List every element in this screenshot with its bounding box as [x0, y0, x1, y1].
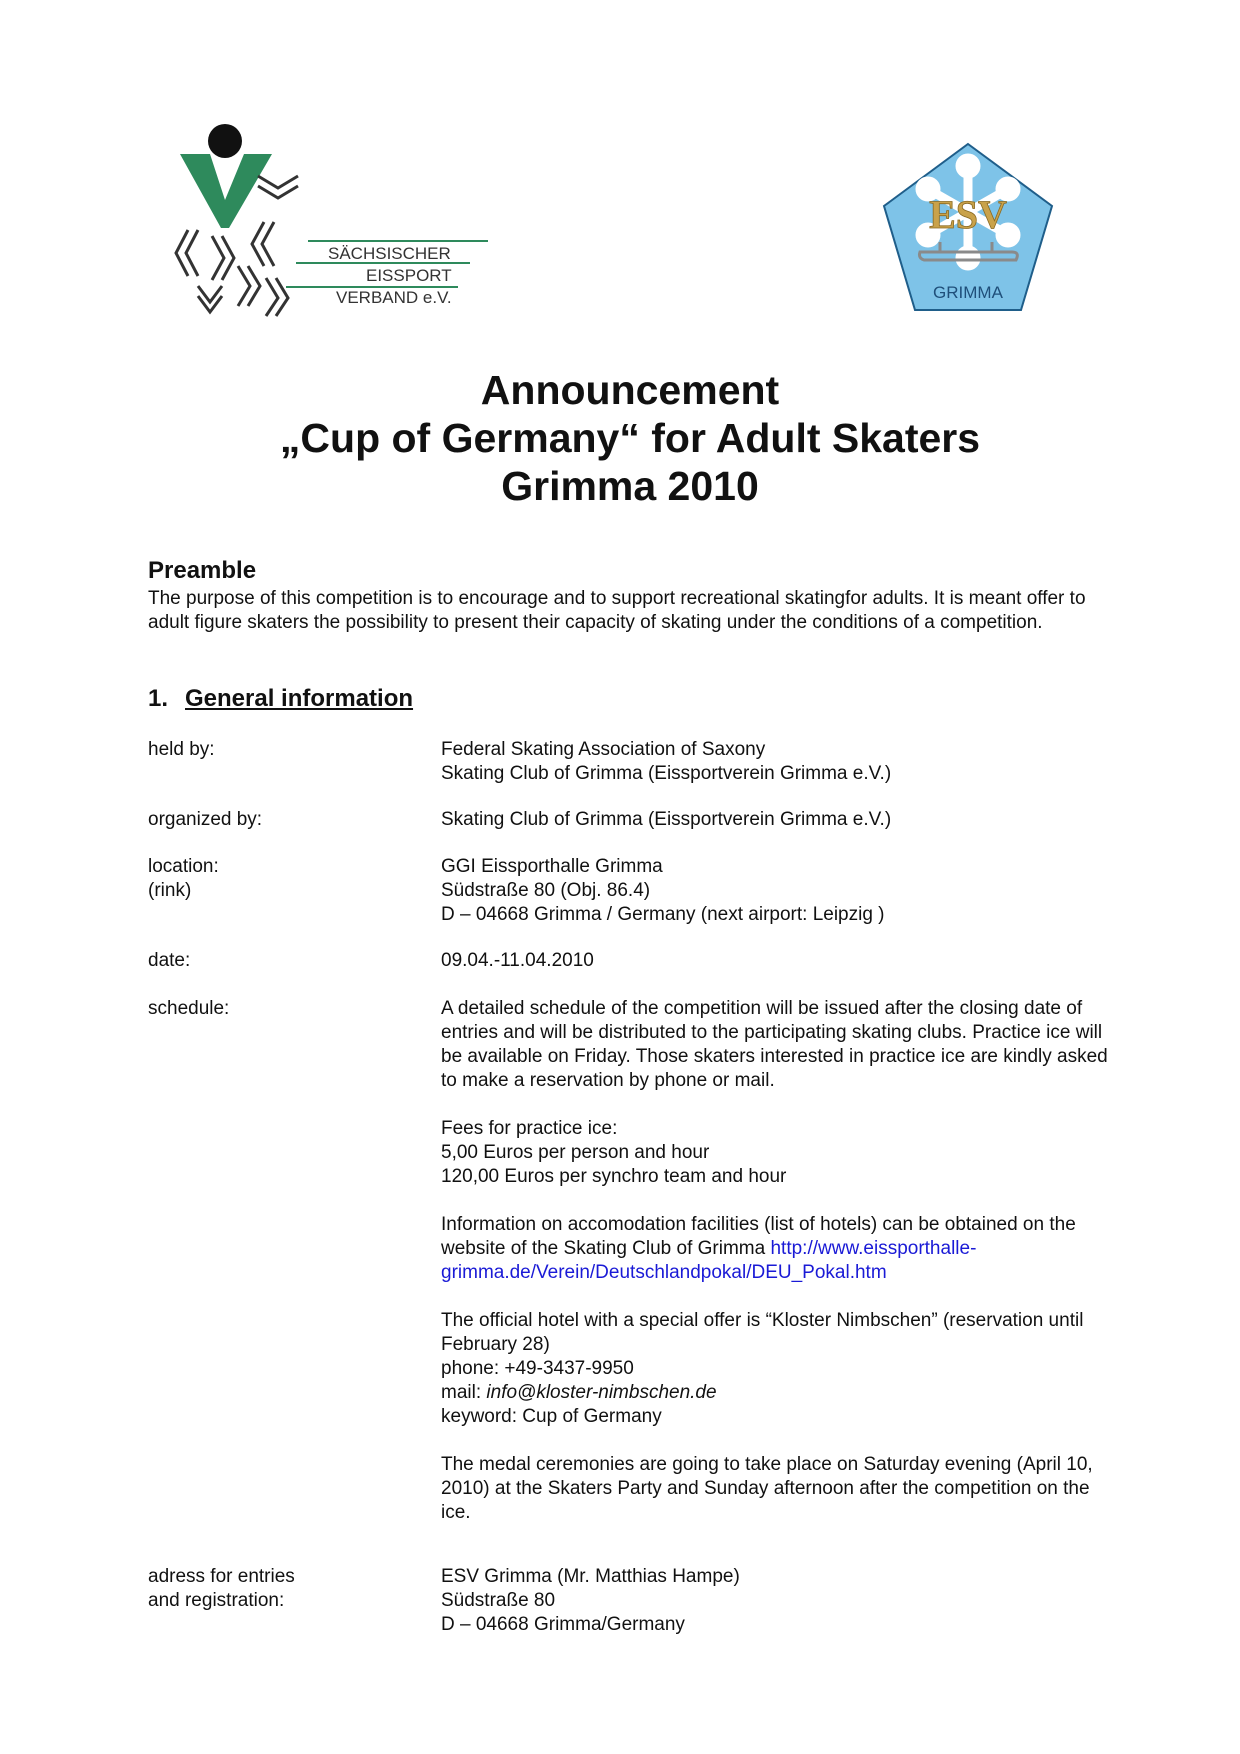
address-line-2: Südstraße 80 — [441, 1590, 556, 1611]
address-label — [148, 1565, 438, 1613]
location-label-line-1: location: — [148, 856, 219, 877]
schedule-label: schedule: — [148, 998, 230, 1019]
esv-city: GRIMMA — [933, 283, 1003, 302]
logo-text-line2: EISSPORT — [366, 266, 452, 285]
held-by-value — [441, 738, 1108, 786]
announcement-title — [0, 366, 1240, 510]
held-by-line-1: Federal Skating Association of Saxony — [441, 739, 766, 760]
practice-ice-fees — [441, 1117, 1108, 1189]
fees-title: Fees for practice ice: — [441, 1118, 618, 1139]
hotel-mail-address: info@kloster-nimbschen.de — [486, 1382, 717, 1403]
held-by-line-2: Skating Club of Grimma (Eissportverein Grimma e.V.) — [441, 763, 892, 784]
logo-text-line1: SÄCHSISCHER — [328, 244, 451, 263]
schedule-value — [441, 997, 1108, 1525]
location-line-1: GGI Eissporthalle Grimma — [441, 856, 663, 877]
organized-by-value: Skating Club of Grimma (Eissportverein Grimma e.V.) — [441, 809, 892, 830]
organized-by-label: organized by: — [148, 809, 263, 830]
address-line-3: D – 04668 Grimma/Germany — [441, 1614, 685, 1635]
location-line-3: D – 04668 Grimma / Germany (next airport: Leipzig ) — [441, 904, 885, 925]
accommodation-info — [441, 1213, 1108, 1285]
address-label-line-2: and registration: — [148, 1590, 285, 1611]
title-line-3: Grimma 2010 — [501, 463, 759, 509]
address-line-1: ESV Grimma (Mr. Matthias Hampe) — [441, 1566, 740, 1587]
fees-per-team: 120,00 Euros per synchro team and hour — [441, 1166, 787, 1187]
date-value: 09.04.-11.04.2010 — [441, 950, 594, 971]
accommodation-link[interactable]: http://www.eissporthalle-grimma.de/Verein/Deutschlandpokal/DEU_Pokal.htm — [441, 1238, 977, 1283]
date-row — [148, 949, 1108, 973]
location-label — [148, 855, 438, 903]
hotel-keyword: keyword: Cup of Germany — [441, 1406, 662, 1427]
saechsischer-eissport-verband-logo — [168, 118, 504, 318]
preamble-heading: Preamble — [148, 557, 257, 584]
held-by-row — [148, 738, 1108, 786]
logo-green-v — [180, 154, 272, 228]
preamble-text: The purpose of this competition is to encourage and to support recreational skatingfor adults. It is meant offer to adult figure skaters the possibility to present their capacity of skating under the conditions of a competition. — [148, 588, 1086, 633]
title-line-2: „Cup of Germany“ for Adult Skaters — [279, 415, 981, 461]
location-value — [441, 855, 1108, 927]
preamble-section — [148, 556, 1108, 635]
esv-grimma-logo — [880, 142, 1056, 314]
address-label-line-1: adress for entries — [148, 1566, 295, 1587]
accommodation-text: Information on accomodation facilities (list of hotels) can be obtained on the website of the Skating Club of Grimma — [441, 1214, 1076, 1259]
location-line-2: Südstraße 80 (Obj. 86.4) — [441, 880, 651, 901]
address-value — [441, 1565, 1108, 1637]
schedule-paragraph: A detailed schedule of the competition will be issued after the closing date of entries and will be distributed to the participating skating clubs. Practice ice will be available on Friday. Those skaters interested in practice ice are kindly asked to make a reservation by phone or mail. — [441, 998, 1108, 1091]
title-line-1: Announcement — [480, 367, 780, 413]
section-title: General information — [185, 685, 414, 712]
date-label: date: — [148, 950, 191, 971]
section-number: 1. — [148, 685, 169, 712]
official-hotel-info — [441, 1309, 1108, 1429]
address-row — [148, 1565, 1108, 1637]
hotel-phone: phone: +49-3437-9950 — [441, 1358, 634, 1379]
fees-per-person: 5,00 Euros per person and hour — [441, 1142, 710, 1163]
esv-letters: ESV — [929, 192, 1007, 237]
schedule-row — [148, 997, 1108, 1525]
held-by-label: held by: — [148, 739, 215, 760]
logo-dot — [208, 124, 242, 158]
hotel-text: The official hotel with a special offer is “Kloster Nimbschen” (reservation until February 28) — [441, 1310, 1084, 1355]
logo-text-line3: VERBAND e.V. — [336, 288, 452, 307]
hotel-mail-label: mail: — [441, 1382, 482, 1403]
location-row — [148, 855, 1108, 927]
section-1-heading — [148, 684, 413, 714]
location-label-line-2: (rink) — [148, 880, 192, 901]
organized-by-row — [148, 808, 1108, 832]
medal-ceremonies-text: The medal ceremonies are going to take place on Saturday evening (April 10, 2010) at the Skaters Party and Sunday afternoon after the competition on the ice. — [441, 1454, 1093, 1523]
